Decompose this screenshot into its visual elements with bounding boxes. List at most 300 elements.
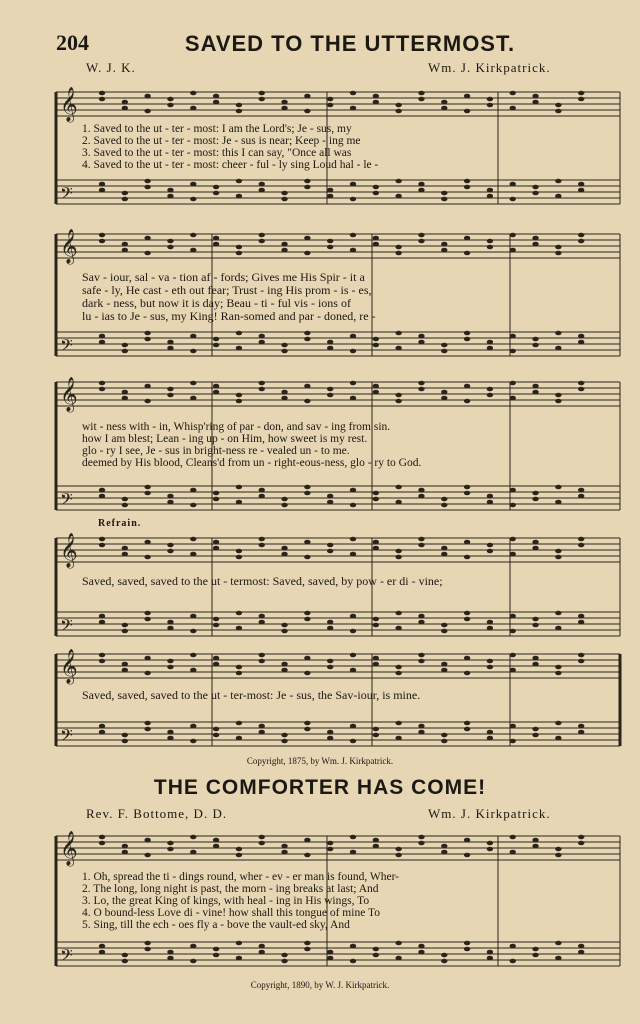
note-head	[555, 626, 561, 631]
note-head	[555, 555, 561, 560]
music-system	[52, 532, 624, 642]
note-head	[99, 387, 105, 392]
note-head	[487, 393, 493, 398]
note-head	[441, 349, 447, 354]
note-head	[532, 384, 538, 389]
note-head	[373, 384, 379, 389]
note-head	[236, 500, 242, 505]
note-head	[555, 485, 561, 490]
note-head	[122, 953, 128, 958]
note-head	[395, 626, 401, 631]
note-head	[99, 835, 105, 840]
note-head	[144, 540, 150, 545]
note-head	[122, 396, 128, 401]
note-head	[122, 497, 128, 502]
hymn2-words-credit: Rev. F. Bottome, D. D.	[86, 806, 228, 821]
note-head	[281, 959, 287, 964]
note-head	[259, 620, 265, 625]
note-head	[532, 953, 538, 958]
note-head	[578, 841, 584, 846]
note-head	[555, 611, 561, 616]
note-head	[99, 944, 105, 949]
verse-line: glo - ry I see, Je - sus in bright-ness re - vealed un - to me.	[82, 445, 350, 457]
note-head	[327, 956, 333, 961]
note-head	[510, 182, 516, 187]
note-head	[122, 629, 128, 634]
note-head	[532, 947, 538, 952]
note-head	[464, 555, 470, 560]
note-head	[418, 494, 424, 499]
note-head	[555, 671, 561, 676]
note-head	[578, 659, 584, 664]
note-head	[144, 399, 150, 404]
note-head	[464, 671, 470, 676]
note-head	[190, 850, 196, 855]
bass-clef-icon: 𝄢	[60, 335, 73, 359]
note-head	[395, 847, 401, 852]
bass-clef-icon: 𝄢	[60, 725, 73, 749]
refrain-label: Refrain.	[98, 518, 142, 529]
note-head	[190, 488, 196, 493]
note-head	[281, 739, 287, 744]
note-head	[532, 100, 538, 105]
note-head	[350, 248, 356, 253]
note-head	[213, 191, 219, 196]
note-head	[555, 665, 561, 670]
note-head	[236, 331, 242, 336]
note-head	[236, 485, 242, 490]
hymn1-title: SAVED TO THE UTTERMOST.	[184, 31, 516, 56]
note-head	[487, 956, 493, 961]
note-head	[236, 346, 242, 351]
note-head	[578, 724, 584, 729]
note-head	[395, 194, 401, 199]
note-head	[236, 399, 242, 404]
note-head	[259, 387, 265, 392]
note-head	[441, 623, 447, 628]
note-head	[350, 396, 356, 401]
note-head	[281, 197, 287, 202]
note-head	[281, 497, 287, 502]
note-head	[464, 384, 470, 389]
note-head	[578, 614, 584, 619]
note-head	[281, 662, 287, 667]
note-head	[487, 549, 493, 554]
note-head	[578, 537, 584, 542]
note-head	[167, 245, 173, 250]
note-head	[304, 251, 310, 256]
note-head	[281, 396, 287, 401]
note-head	[418, 488, 424, 493]
note-head	[236, 941, 242, 946]
note-head	[510, 668, 516, 673]
hymn2-title: THE COMFORTER HAS COME!	[153, 776, 487, 799]
note-head	[259, 233, 265, 238]
note-head	[236, 549, 242, 554]
note-head	[578, 381, 584, 386]
note-head	[555, 399, 561, 404]
note-head	[167, 103, 173, 108]
note-head	[373, 497, 379, 502]
note-head	[236, 736, 242, 741]
note-head	[510, 552, 516, 557]
note-head	[555, 245, 561, 250]
note-head	[144, 337, 150, 342]
note-head	[144, 721, 150, 726]
note-head	[395, 251, 401, 256]
note-head	[441, 100, 447, 105]
verse-line: 2. Saved to the ut - ter - most: Je - sus is near; Keep - ing me	[82, 135, 361, 147]
note-head	[464, 656, 470, 661]
note-head	[281, 629, 287, 634]
note-head	[167, 393, 173, 398]
hymn1-music-credit: Wm. J. Kirkpatrick.	[428, 60, 551, 75]
bass-clef-icon: 𝄢	[60, 489, 73, 513]
note-head	[464, 236, 470, 241]
note-head	[99, 730, 105, 735]
note-head	[418, 91, 424, 96]
note-head	[487, 97, 493, 102]
note-head	[327, 340, 333, 345]
note-head	[418, 730, 424, 735]
note-head	[578, 488, 584, 493]
note-head	[418, 620, 424, 625]
note-head	[122, 197, 128, 202]
note-head	[510, 959, 516, 964]
note-head	[373, 94, 379, 99]
note-head	[122, 662, 128, 667]
note-head	[167, 665, 173, 670]
note-head	[555, 941, 561, 946]
note-head	[487, 841, 493, 846]
note-head	[122, 242, 128, 247]
note-head	[555, 956, 561, 961]
note-head	[190, 739, 196, 744]
note-head	[350, 106, 356, 111]
note-head	[190, 182, 196, 187]
note-head	[99, 653, 105, 658]
note-head	[487, 847, 493, 852]
note-head	[144, 555, 150, 560]
note-head	[99, 334, 105, 339]
note-head	[578, 239, 584, 244]
note-head	[122, 100, 128, 105]
note-head	[395, 665, 401, 670]
note-head	[213, 337, 219, 342]
note-head	[144, 491, 150, 496]
note-head	[236, 847, 242, 852]
note-head	[418, 537, 424, 542]
note-head	[213, 242, 219, 247]
note-head	[395, 179, 401, 184]
note-head	[236, 956, 242, 961]
note-head	[281, 733, 287, 738]
note-head	[259, 239, 265, 244]
note-head	[327, 950, 333, 955]
note-head	[578, 835, 584, 840]
note-head	[418, 233, 424, 238]
note-head	[350, 629, 356, 634]
note-head	[213, 623, 219, 628]
note-head	[190, 959, 196, 964]
note-head	[304, 491, 310, 496]
note-head	[144, 611, 150, 616]
note-head	[190, 653, 196, 658]
note-head	[532, 491, 538, 496]
note-head	[304, 611, 310, 616]
note-head	[395, 555, 401, 560]
note-head	[236, 245, 242, 250]
bass-clef-icon: 𝄢	[60, 615, 73, 639]
note-head	[304, 485, 310, 490]
note-head	[99, 381, 105, 386]
note-head	[327, 736, 333, 741]
note-head	[418, 841, 424, 846]
note-head	[144, 94, 150, 99]
note-head	[532, 623, 538, 628]
note-head	[144, 485, 150, 490]
note-head	[281, 623, 287, 628]
note-head	[304, 555, 310, 560]
note-head	[259, 91, 265, 96]
note-head	[373, 623, 379, 628]
note-head	[304, 656, 310, 661]
note-head	[259, 724, 265, 729]
note-head	[578, 182, 584, 187]
note-head	[236, 109, 242, 114]
verse-line: wit - ness with - in, Whisp'ring of par - don, and sav - ing from sin.	[82, 421, 391, 433]
note-head	[350, 349, 356, 354]
bass-clef-icon: 𝄢	[60, 183, 73, 207]
note-head	[122, 623, 128, 628]
note-head	[213, 390, 219, 395]
note-head	[99, 724, 105, 729]
note-head	[441, 390, 447, 395]
note-head	[213, 546, 219, 551]
note-head	[418, 97, 424, 102]
note-head	[99, 182, 105, 187]
note-head	[373, 540, 379, 545]
note-head	[578, 944, 584, 949]
note-head	[487, 620, 493, 625]
note-head	[555, 346, 561, 351]
note-head	[281, 668, 287, 673]
verse-line: 1. Oh, spread the ti - dings round, wher - ev - er man is found, Wher-	[82, 871, 400, 883]
note-head	[236, 611, 242, 616]
note-head	[418, 239, 424, 244]
note-head	[167, 626, 173, 631]
note-head	[510, 334, 516, 339]
note-head	[122, 106, 128, 111]
note-head	[578, 334, 584, 339]
note-head	[418, 543, 424, 548]
note-head	[304, 331, 310, 336]
note-head	[259, 537, 265, 542]
note-head	[373, 390, 379, 395]
note-head	[510, 396, 516, 401]
note-head	[99, 841, 105, 846]
note-head	[122, 739, 128, 744]
note-head	[99, 620, 105, 625]
note-head	[510, 233, 516, 238]
note-head	[213, 727, 219, 732]
note-head	[259, 182, 265, 187]
note-head	[350, 537, 356, 542]
note-head	[555, 251, 561, 256]
note-head	[167, 659, 173, 664]
note-head	[190, 835, 196, 840]
note-head	[144, 331, 150, 336]
note-head	[259, 543, 265, 548]
hymn1-words-credit: W. J. K.	[86, 60, 136, 75]
note-head	[190, 106, 196, 111]
note-head	[555, 179, 561, 184]
note-head	[418, 835, 424, 840]
note-head	[487, 340, 493, 345]
note-head	[464, 485, 470, 490]
note-head	[350, 552, 356, 557]
note-head	[373, 844, 379, 849]
note-head	[327, 543, 333, 548]
note-head	[190, 668, 196, 673]
note-head	[350, 381, 356, 386]
note-head	[418, 182, 424, 187]
note-head	[418, 724, 424, 729]
music-system	[52, 648, 624, 752]
note-head	[281, 191, 287, 196]
note-head	[555, 393, 561, 398]
note-head	[395, 941, 401, 946]
note-head	[236, 626, 242, 631]
note-head	[510, 835, 516, 840]
note-head	[281, 552, 287, 557]
note-head	[144, 671, 150, 676]
note-head	[510, 739, 516, 744]
verse-line: safe - ly, He cast - eth out fear; Trust - ing His prom - is - es,	[82, 283, 372, 297]
note-head	[144, 947, 150, 952]
note-head	[532, 94, 538, 99]
note-head	[532, 662, 538, 667]
note-head	[259, 340, 265, 345]
note-head	[259, 944, 265, 949]
note-head	[373, 100, 379, 105]
note-head	[464, 491, 470, 496]
note-head	[167, 841, 173, 846]
note-head	[395, 346, 401, 351]
note-head	[555, 853, 561, 858]
note-head	[304, 384, 310, 389]
note-head	[236, 393, 242, 398]
note-head	[122, 248, 128, 253]
note-head	[213, 497, 219, 502]
note-head	[510, 653, 516, 658]
note-head	[441, 739, 447, 744]
note-head	[578, 233, 584, 238]
note-head	[350, 944, 356, 949]
note-head	[144, 941, 150, 946]
note-head	[532, 546, 538, 551]
note-head	[213, 384, 219, 389]
note-head	[510, 629, 516, 634]
note-head	[167, 346, 173, 351]
note-head	[213, 540, 219, 545]
note-head	[418, 340, 424, 345]
note-head	[578, 620, 584, 625]
note-head	[327, 387, 333, 392]
note-head	[304, 947, 310, 952]
note-head	[441, 248, 447, 253]
note-head	[464, 399, 470, 404]
note-head	[99, 91, 105, 96]
note-head	[510, 381, 516, 386]
note-head	[304, 236, 310, 241]
hymn1-copyright: Copyright, 1875, by Wm. J. Kirkpatrick.	[246, 756, 394, 766]
note-head	[281, 390, 287, 395]
note-head	[122, 733, 128, 738]
note-head	[259, 659, 265, 664]
note-head	[281, 106, 287, 111]
note-head	[464, 838, 470, 843]
note-head	[304, 721, 310, 726]
note-head	[144, 853, 150, 858]
note-head	[167, 543, 173, 548]
note-head	[327, 194, 333, 199]
note-head	[213, 185, 219, 190]
note-head	[373, 546, 379, 551]
note-head	[350, 850, 356, 855]
note-head	[350, 668, 356, 673]
note-head	[213, 491, 219, 496]
note-head	[532, 337, 538, 342]
note-head	[395, 956, 401, 961]
page-number: 204	[56, 30, 89, 55]
note-head	[190, 197, 196, 202]
note-head	[510, 488, 516, 493]
note-head	[373, 838, 379, 843]
verse-line: 4. Saved to the ut - ter - most: cheer - ful - ly sing Loud hal - le -	[82, 159, 379, 171]
note-head	[167, 387, 173, 392]
note-head	[418, 614, 424, 619]
note-head	[532, 242, 538, 247]
note-head	[144, 109, 150, 114]
note-head	[373, 337, 379, 342]
note-head	[578, 340, 584, 345]
note-head	[532, 656, 538, 661]
note-head	[259, 835, 265, 840]
note-head	[327, 500, 333, 505]
note-head	[99, 614, 105, 619]
treble-clef-icon: 𝄞	[60, 831, 78, 866]
note-head	[304, 617, 310, 622]
note-head	[418, 659, 424, 664]
verse-line: 5. Sing, till the ech - oes fly a - bove the vault-ed sky, And	[82, 919, 350, 931]
note-head	[144, 236, 150, 241]
note-head	[464, 337, 470, 342]
note-head	[350, 233, 356, 238]
note-head	[99, 950, 105, 955]
treble-clef-icon: 𝄞	[60, 533, 78, 568]
note-head	[99, 659, 105, 664]
note-head	[236, 853, 242, 858]
note-head	[487, 500, 493, 505]
note-head	[532, 844, 538, 849]
note-head	[144, 838, 150, 843]
note-head	[441, 242, 447, 247]
note-head	[236, 251, 242, 256]
note-head	[350, 614, 356, 619]
note-head	[464, 727, 470, 732]
note-head	[578, 653, 584, 658]
